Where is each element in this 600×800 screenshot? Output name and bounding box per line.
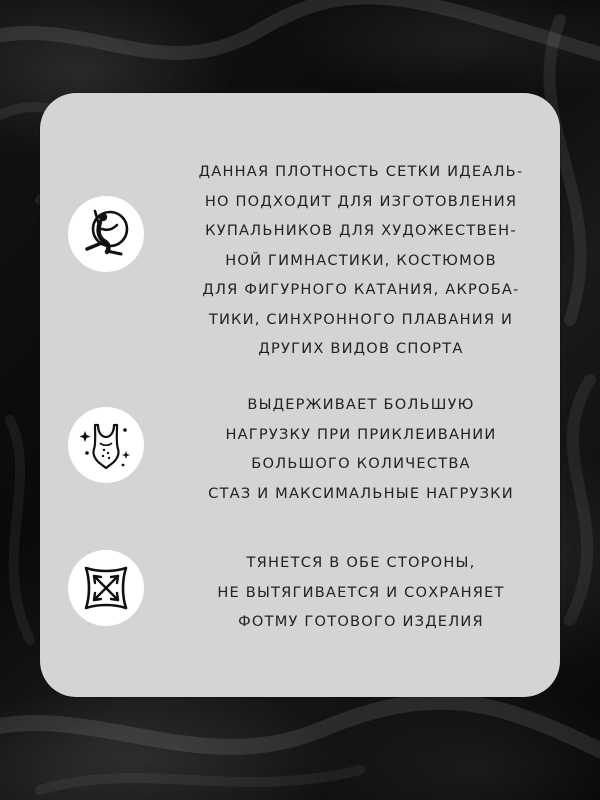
feature-text-line: ФОТМУ ГОТОВОГО ИЗДЕЛИЯ xyxy=(238,613,484,630)
feature-text-line: ТИКИ, СИНХРОННОГО ПЛАВАНИЯ И xyxy=(208,310,514,328)
info-card xyxy=(40,93,560,697)
feature-icon-circle xyxy=(68,196,144,272)
feature-text-line: БОЛЬШОГО КОЛИЧЕСТВА xyxy=(251,455,471,472)
leotard-rhinestones-icon xyxy=(76,415,136,475)
feature-text-line: ДЛЯ ФИГУРНОГО КАТАНИЯ, АКРОБА- xyxy=(202,281,520,298)
feature-icon-circle xyxy=(68,407,144,483)
stretch-arrows-icon xyxy=(76,558,136,618)
feature-text-line: НАГРУЗКУ ПРИ ПРИКЛЕИВАНИИ xyxy=(225,425,497,443)
feature-text xyxy=(172,157,550,364)
feature-icon-circle xyxy=(68,550,144,626)
feature-text-line: ВЫДЕРЖИВАЕТ БОЛЬШУЮ xyxy=(247,396,475,413)
feature-text-line: ДАННАЯ ПЛОТНОСТЬ СЕТКИ ИДЕАЛЬ- xyxy=(198,163,524,180)
feature-text-line: НЕ ВЫТЯГИВАЕТСЯ И СОХРАНЯЕТ xyxy=(217,583,505,601)
feature-text-line: ТЯНЕТСЯ В ОБЕ СТОРОНЫ, xyxy=(246,554,476,571)
feature-text-line: ДРУГИХ ВИДОВ СПОРТА xyxy=(258,340,464,357)
feature-text-line: СТАЗ И МАКСИМАЛЬНЫЕ НАГРУЗКИ xyxy=(208,484,514,502)
feature-text-line: КУПАЛЬНИКОВ ДЛЯ ХУДОЖЕСТВЕН- xyxy=(205,222,517,239)
feature-text-line: НОЙ ГИМНАСТИКИ, КОСТЮМОВ xyxy=(225,251,497,269)
feature-text xyxy=(172,390,550,508)
feature-text-line: НО ПОДХОДИТ ДЛЯ ИЗГОТОВЛЕНИЯ xyxy=(204,192,518,210)
gymnast-ribbon-icon xyxy=(77,205,135,263)
feature-text xyxy=(172,548,550,637)
